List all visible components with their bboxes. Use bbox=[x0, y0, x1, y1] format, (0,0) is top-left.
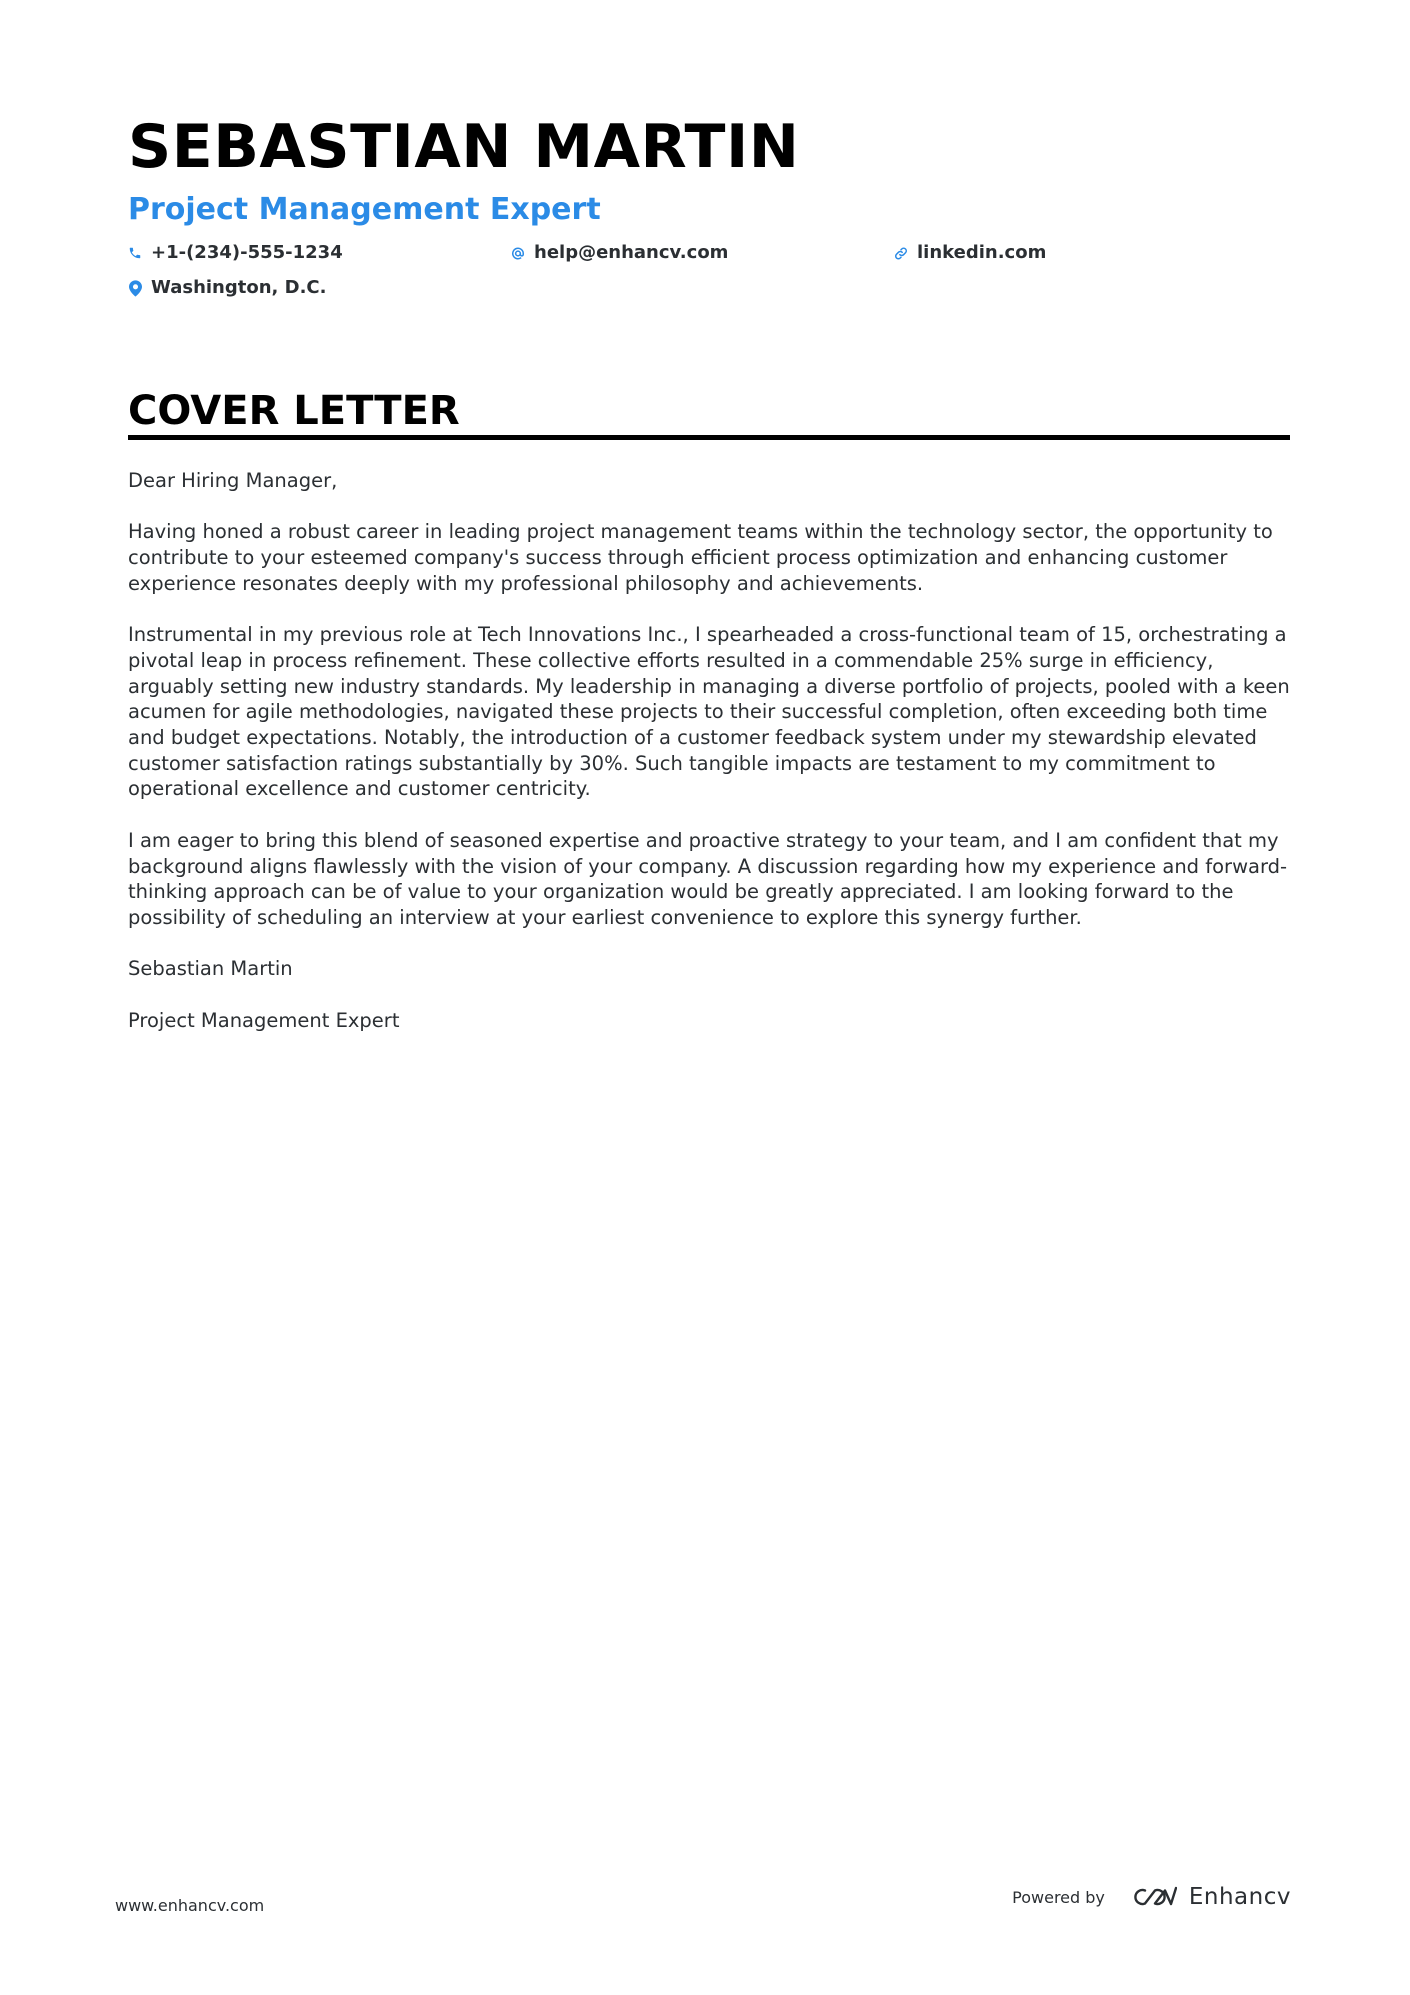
link-icon bbox=[894, 244, 908, 262]
letter-paragraph: Having honed a robust career in leading project management teams within the technology sector, the opportunity to contribute to your esteemed company's success through efficient process optimization and enhancing customer experience resonates deeply with my professional philosophy and achievements. bbox=[128, 520, 1273, 595]
letter-body bbox=[128, 468, 1290, 1059]
candidate-headline: Project Management Expert bbox=[128, 192, 601, 227]
letter-paragraph: I am eager to bring this blend of seasoned expertise and proactive strategy to your team, and I am confident that my background aligns flawlessly with the vision of your company. A discussion regarding how my experience and forward-thinking approach can be of value to your organization would be greatly appreciated. I am looking forward to the possibility of scheduling an interview at your earliest convenience to explore this synergy further. bbox=[128, 828, 1288, 929]
phone-icon bbox=[128, 244, 142, 262]
contact-linkedin[interactable] bbox=[894, 241, 1046, 265]
signature-name: Sebastian Martin bbox=[128, 957, 293, 981]
powered-by-label: Powered by bbox=[1012, 1887, 1105, 1907]
at-icon bbox=[511, 244, 525, 262]
section-divider bbox=[128, 435, 1290, 440]
footer-branding[interactable] bbox=[1012, 1884, 1291, 1910]
contact-phone bbox=[128, 241, 343, 265]
location-text: Washington, D.C. bbox=[151, 277, 327, 298]
candidate-name: SEBASTIAN MARTIN bbox=[128, 112, 800, 182]
contact-email[interactable] bbox=[511, 241, 728, 265]
signature-title: Project Management Expert bbox=[128, 1008, 400, 1032]
enhancv-logo-icon bbox=[1131, 1884, 1177, 1910]
letter-paragraph: Instrumental in my previous role at Tech Innovations Inc., I spearheaded a cross-functional team of 15, orchestrating a pivotal leap in process refinement. These collective efforts resulted in a commendable 25% surge in efficiency, arguably setting new industry standards. My leadership in managing a diverse portfolio of projects, pooled with a keen acumen for agile methodologies, navigated these projects to their successful completion, often exceeding both time and budget expectations. Notably, the introduction of a customer feedback system under my stewardship elevated customer satisfaction ratings substantially by 30%. Such tangible impacts are testament to my commitment to operational excellence and customer centricity. bbox=[128, 623, 1290, 801]
letter-greeting: Dear Hiring Manager, bbox=[128, 469, 338, 492]
contact-location bbox=[128, 276, 326, 300]
email-text[interactable]: help@enhancv.com bbox=[534, 242, 729, 263]
phone-text: +1-(234)-555-1234 bbox=[151, 242, 343, 263]
section-title: COVER LETTER bbox=[128, 388, 460, 434]
location-pin-icon bbox=[128, 279, 142, 297]
brand-name: Enhancv bbox=[1188, 1884, 1291, 1910]
footer-url[interactable]: www.enhancv.com bbox=[115, 1896, 265, 1915]
linkedin-text[interactable]: linkedin.com bbox=[917, 242, 1047, 263]
